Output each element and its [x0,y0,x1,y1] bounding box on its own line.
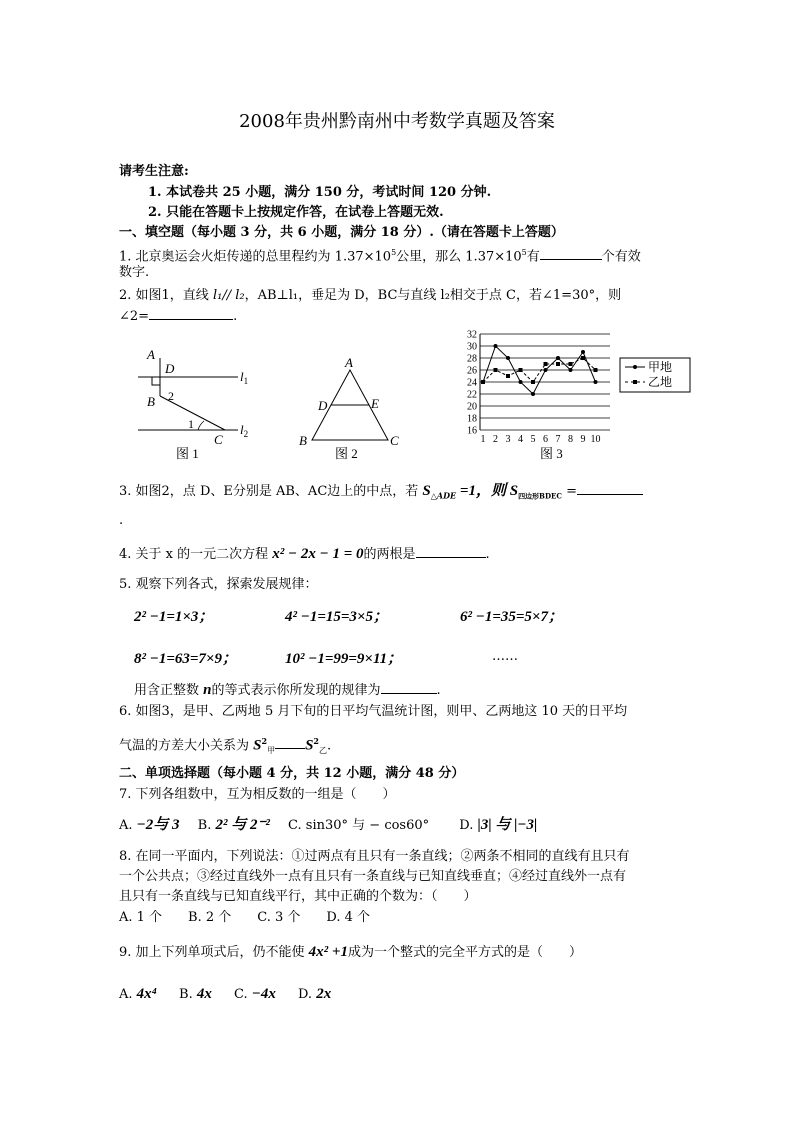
chart-point-jia [494,344,498,348]
chart-point-yi [494,368,498,372]
q3-s-ade: S [422,483,431,499]
q4-equation: x² − 2x − 1 = 0 [272,546,364,562]
q6-sup-yi: 2 [313,736,319,746]
fig1-caption: 图 1 [176,446,199,461]
q7-opt-a-label: A. [119,818,137,833]
chart-x-tick-label: 10 [590,434,601,445]
q3-text-b: = [561,484,577,499]
q5-expr-4: 8² −1=63=7×9； [134,651,237,667]
fig1-label-B: B [147,394,155,409]
q2-angle2-label: ∠2= [119,309,150,324]
q1-text-d: 个有效 [601,249,641,265]
question-7: 7. 下列各组数中，互为相反数的一组是（ ） [119,787,396,802]
chart-y-tick-label: 18 [467,413,477,425]
q2-parallel-lines: l₁// l₂ [212,288,245,303]
fig3-caption: 图 3 [540,446,563,461]
chart-y-tick-label: 24 [467,377,477,389]
legend-label-jia: 甲地 [648,360,673,374]
chart-x-tick-label: 7 [555,434,561,445]
chart-y-tick-label: 20 [467,401,477,413]
legend-marker-jia [633,365,637,369]
question-3 [119,482,643,506]
figure-3-chart [450,326,700,462]
notice-heading: 请考生注意: [119,164,189,179]
chart-point-yi [556,362,560,366]
chart-point-yi [531,380,535,384]
q5-answer-blank[interactable] [381,681,437,694]
chart-y-tick-label: 16 [467,425,477,437]
question-3-line-2: . [119,513,124,528]
q5-expr-3: 6² −1=35=5×7； [460,609,563,625]
q4-answer-blank[interactable] [416,545,486,558]
q6-sup-jia: 2 [261,736,268,746]
chart-point-yi [519,368,523,372]
q4-text-a: 4. 关于 x 的一元二次方程 [119,547,273,562]
q9-opt-a: 4x⁴ [136,986,157,1002]
q2-text-b: ，AB⊥l₁，垂足为 D，BC与直线 l₂相交于点 C，若∠1=30°，则 [244,288,622,303]
chart-point-jia [531,392,535,396]
question-8-line-3: 且只有一条直线与已知直线平行，其中正确的个数为：（ ） [119,889,477,904]
q5-expr-2: 4² −1=15=3×5； [285,609,388,625]
fig1-label-l1: $l_1$ [240,369,249,386]
q7-options [119,816,537,835]
fig2-caption: 图 2 [335,446,358,461]
q4-end: . [485,547,490,562]
question-8-line-2: 一个公共点；③经过直线外一点有且只有一条直线与已知直线垂直；④经过直线外一点有 [119,869,627,884]
question-2-line-2 [119,307,237,326]
q1-sup-2: 5 [521,248,527,257]
notice-item-2: 2. 只能在答题卡上按规定作答，在试卷上答题无效. [148,205,444,220]
fig2-label-C: C [390,433,399,448]
chart-point-jia [556,356,560,360]
figure-2 [295,352,405,462]
q5-n: n [203,682,212,698]
q7-opt-a: −2与 3 [136,817,180,833]
chart-y-tick-label: 22 [467,389,477,401]
chart-x-tick-label: 9 [580,434,586,445]
question-9 [119,943,582,962]
q1-text-a: 1. 北京奥运会火炬传递的总里程约为 1.37×10 [119,249,392,265]
q9-text-b: 成为一个整式的完全平方式的是（ ） [347,945,582,960]
chart-point-jia [506,356,510,360]
q6-s-jia: S [253,737,262,754]
q3-s-bdec-sub: 四边形BDEC [518,491,562,501]
chart-point-yi [581,356,585,360]
q6-s-yi: S [305,737,314,754]
chart-x-tick-label: 4 [518,434,523,445]
q3-text-a: 3. 如图2，点 D、E分别是 AB、AC边上的中点，若 [119,484,423,499]
q5-end: . [436,683,441,698]
q2-end: . [233,309,238,324]
fig1-label-A: A [147,347,155,362]
question-8-line-1: 8. 在同一平面内，下列说法：①过两点有且只有一条直线；②两条不相同的直线有且只有 [119,849,630,864]
question-6: 6. 如图3，是甲、乙两地 5 月下旬的日平均气温统计图，则甲、乙两地这 10 天的日平均 [119,704,628,719]
q9-opt-c-label: C. [233,987,252,1002]
chart-point-jia [569,368,573,372]
chart-x-tick-label: 2 [493,434,498,445]
q1-answer-blank[interactable] [540,247,602,260]
q6-answer-blank[interactable] [275,736,305,749]
figure-1 [130,344,260,462]
q9-opt-d: 2x [316,986,332,1002]
q3-eq: =1，则 [456,483,510,499]
chart-y-tick-label: 26 [467,365,477,377]
chart-x-tick-label: 1 [480,434,486,445]
q1-text-b: 公里，那么 1.37×10 [396,249,522,265]
question-4 [119,545,490,564]
chart-x-tick-label: 5 [530,434,536,445]
chart-x-tick-label: 8 [568,434,573,445]
q2-text-a: 2. 如图1，直线 [119,288,213,303]
q4-text-b: 的两根是 [363,547,416,562]
chart-y-tick-label: 28 [467,353,477,365]
chart-x-tick-label: 3 [505,434,511,445]
q9-opt-b: 4x [196,986,212,1002]
q7-opt-b-label: B. [197,818,216,833]
chart-x-tick-label: 6 [543,434,548,445]
chart-point-jia [544,368,548,372]
fig2-label-D: D [318,398,328,413]
chart-point-jia [594,380,598,384]
q5-text-b: 用含正整数 [134,683,204,698]
fig1-label-1: 1 [188,417,194,431]
legend-label-yi: 乙地 [648,375,673,389]
q5-expr-1: 2² −1=1×3； [134,609,214,625]
q7-opt-b: 2² 与 2⁻² [215,817,270,833]
q6-sub-yi: 乙 [318,745,327,755]
q3-s-ade-sub: △ADE [430,490,457,501]
chart-point-jia [581,350,585,354]
q3-answer-blank[interactable] [577,482,643,495]
chart-point-yi [594,368,598,372]
page-title: 2008年贵州黔南州中考数学真题及答案 [239,111,555,132]
fig1-label-D: D [165,361,175,376]
question-1-line-2: 数字. [119,265,150,280]
q3-s-bdec: S [509,483,519,499]
q9-text-a: 9. 加上下列单项式后，仍不能使 [119,945,309,960]
question-1 [119,244,641,266]
legend-marker-yi [633,380,637,384]
chart-point-yi [569,362,573,366]
fig1-label-2: 2 [168,389,174,403]
chart-point-jia [519,380,523,384]
fig2-label-E: E [371,396,379,411]
chart-point-yi [481,380,485,384]
q5-ellipsis: …… [492,649,518,664]
fig1-label-l2: $l_2$ [240,422,249,439]
chart-point-yi [506,374,510,378]
q7-opt-c: C. sin30° 与 − cos60° [288,818,430,833]
section-2-heading: 二、单项选择题（每小题 4 分，共 12 小题，满分 48 分） [119,766,465,781]
q9-expression: 4x² +1 [308,944,348,960]
q6-sub-jia: 甲 [267,745,276,755]
q9-options [119,985,331,1004]
fig2-label-B: B [299,433,307,448]
q1-text-c: 有 [526,249,540,265]
fig1-label-C: C [214,432,223,447]
q9-opt-d-label: D. [297,987,317,1002]
q7-opt-d-label: D. [459,818,478,833]
chart-point-yi [544,362,548,366]
q6-end: . [326,738,332,754]
chart-y-tick-label: 30 [467,341,477,353]
question-6-line-2 [119,732,331,760]
q5-question [134,681,441,700]
fig2-label-A: A [345,355,353,370]
q6-text-b: 气温的方差大小关系为 [119,738,254,754]
q8-options: A. 1 个 B. 2 个 C. 3 个 D. 4 个 [119,910,371,925]
section-1-heading: 一、填空题（每小题 3 分，共 6 小题，满分 18 分）.（请在答题卡上答题） [119,225,564,240]
question-2 [119,287,621,305]
chart-y-tick-label: 32 [467,329,477,341]
q2-answer-blank[interactable] [149,307,233,320]
notice-item-1: 1. 本试卷共 25 小题，满分 150 分，考试时间 120 分钟. [148,185,492,200]
q9-opt-c: −4x [251,986,276,1002]
q9-opt-b-label: B. [179,987,197,1002]
q7-opt-d: |3| 与 |−3| [477,817,538,833]
question-5: 5. 观察下列各式，探索发展规律： [119,577,318,592]
q1-sup-1: 5 [391,248,397,257]
q5-expr-5: 10² −1=99=9×11； [285,651,403,667]
q9-opt-a-label: A. [119,987,137,1002]
q5-text-c: 的等式表示你所发现的规律为 [211,683,381,698]
